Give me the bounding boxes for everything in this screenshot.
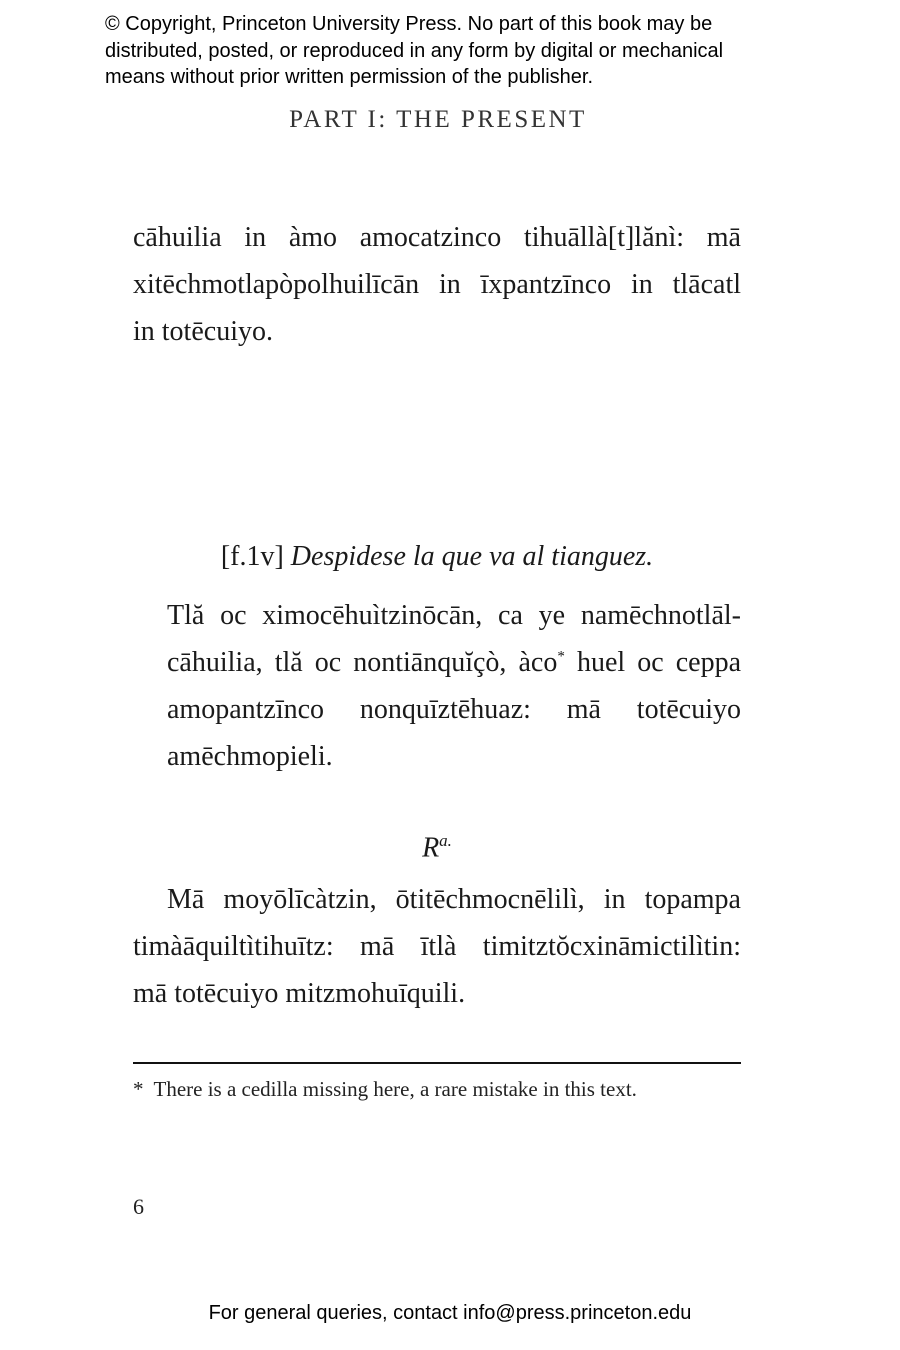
paragraph-response <box>133 876 741 1017</box>
text-line: xitēchmotlapòpolhuilīcān in īxpantzīnco in tlācatl <box>133 269 741 300</box>
text-line: Mā moyōlīcàtzin, ōtitēchmocnēlilì, in topampa <box>167 884 741 915</box>
contact-line: For general queries, contact info@press.princeton.edu <box>208 1302 692 1324</box>
footnote-rule <box>133 1062 741 1064</box>
section-heading <box>133 533 741 580</box>
footnote <box>133 1075 741 1103</box>
footnote-mark: * <box>133 1077 144 1101</box>
copyright-notice <box>105 11 825 91</box>
text-line <box>133 639 741 686</box>
text-line: amēchmopieli. <box>167 741 333 772</box>
section-title: Despidese la que va al tianguez. <box>290 541 654 572</box>
footnote-reference: * <box>557 648 565 665</box>
text-line: cāhuilia in àmo amocatzinco tihuāllà[t]lănì: mā <box>133 222 741 253</box>
text-segment: cāhuilia, tlă oc nontiānquĭçò, àco <box>167 647 558 678</box>
response-letter: R <box>422 832 440 864</box>
text-line: Tlă oc ximocēhuìtzinōcān, ca ye namēchnotlāl- <box>167 600 741 631</box>
text-line: mā totēcuiyo mitzmohuīquili. <box>133 978 466 1009</box>
text-line: amopantzīnco nonquīztēhuaz: mā totēcuiyo <box>167 694 741 725</box>
response-marker <box>133 817 741 871</box>
text-line: in totēcuiyo. <box>133 316 273 347</box>
page-number: 6 <box>133 1194 144 1219</box>
paragraph-continued <box>133 214 741 355</box>
copyright-line: distributed, posted, or reproduced in any form by digital or mechanical <box>105 39 724 62</box>
copyright-line: means without prior written permission of the publisher. <box>105 66 594 88</box>
paragraph-dialogue <box>133 592 741 780</box>
text-segment: huel oc ceppa <box>564 647 742 678</box>
response-superscript: a. <box>439 831 452 850</box>
copyright-line: © Copyright, Princeton University Press. No part of this book may be <box>105 13 713 35</box>
running-head: PART I: THE PRESENT <box>289 106 587 133</box>
footnote-text: There is a cedilla missing here, a rare mistake in this text. <box>153 1077 637 1101</box>
text-line: timàāquiltìtihuītz: mā ītlà timitztŏcxināmictilìtin: <box>133 931 741 962</box>
folio-reference: [f.1v] <box>220 541 284 572</box>
